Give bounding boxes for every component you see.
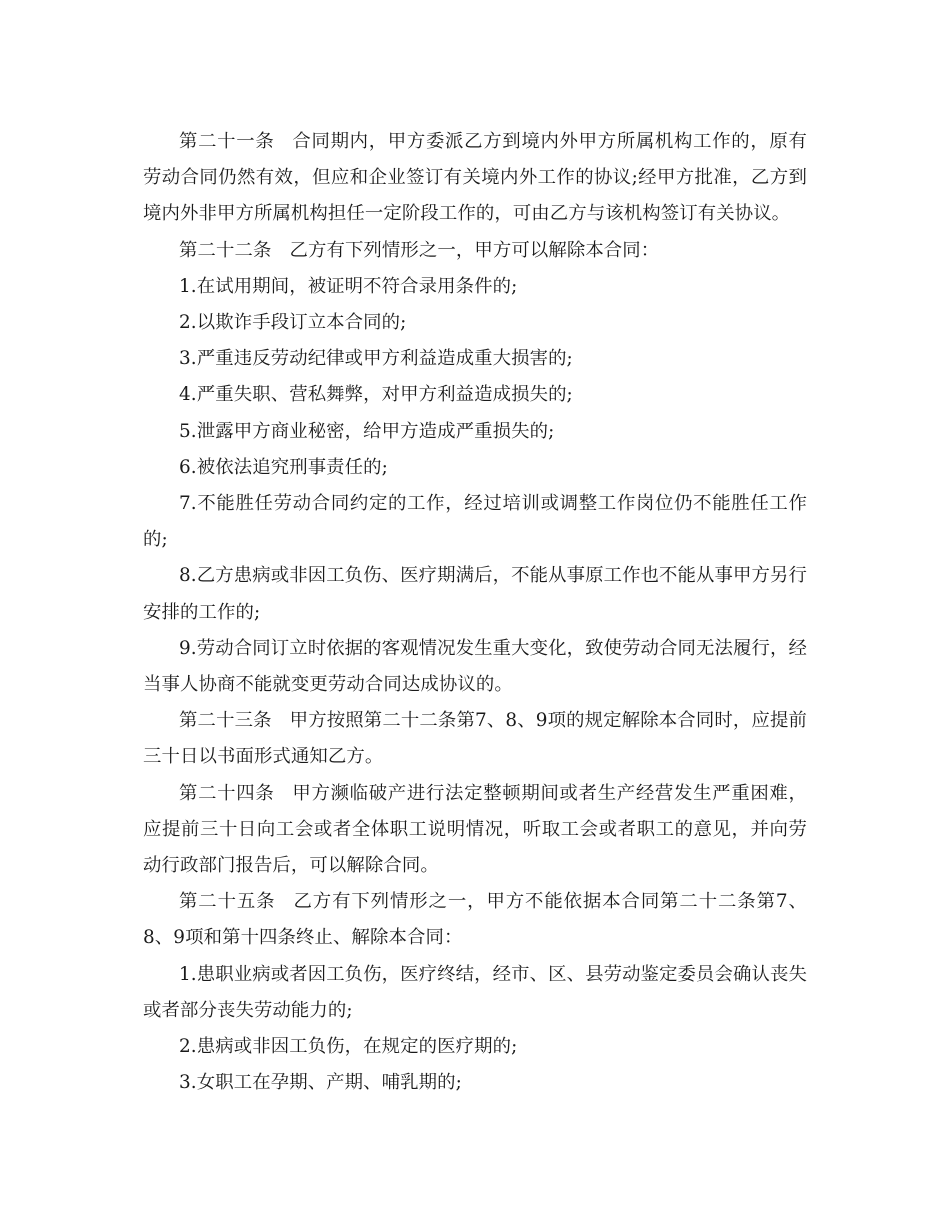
list-item-text: 4.严重失职、营私舞弊，对甲方利益造成损失的; — [179, 384, 573, 406]
document-page — [143, 124, 807, 1101]
list-item — [143, 377, 807, 413]
paragraph-article-25 — [143, 884, 807, 956]
list-item — [143, 1065, 807, 1101]
article-number: 第二十五条 — [179, 891, 276, 913]
list-item — [143, 414, 807, 450]
paragraph-article-22 — [143, 233, 807, 269]
list-item-text: 7.不能胜任劳动合同约定的工作，经过培训或调整工作岗位仍不能胜任工作的; — [143, 493, 807, 551]
paragraph-text: 乙方有下列情形之一，甲方可以解除本合同： — [289, 239, 660, 261]
list-item — [143, 558, 807, 630]
article-number: 第二十三条 — [179, 710, 272, 732]
list-item-text: 3.严重违反劳动纪律或甲方利益造成重大损害的; — [179, 348, 573, 370]
article-number: 第二十四条 — [179, 782, 275, 804]
list-item — [143, 957, 807, 1029]
paragraph-text: 合同期内，甲方委派乙方到境内外甲方所属机构工作的，原有劳动合同仍然有效，但应和企业签订有关境内外工作的协议;经甲方批准，乙方到境内外非甲方所属机构担任一定阶段工作的，可由乙方与该机构签订有关协议。 — [143, 131, 807, 225]
list-item — [143, 305, 807, 341]
list-item-text: 9.劳动合同订立时依据的客观情况发生重大变化，致使劳动合同无法履行，经当事人协商不能就变更劳动合同达成协议的。 — [143, 637, 807, 696]
paragraph-article-23 — [143, 703, 807, 775]
list-item — [143, 450, 807, 486]
paragraph-text: 乙方有下列情形之一，甲方不能依据本合同第二十二条第7、8、9项和第十四条终止、解除本合同： — [143, 891, 807, 949]
list-item-text: 1.在试用期间，被证明不符合录用条件的; — [179, 275, 518, 297]
list-item-text: 2.以欺诈手段订立本合同的; — [179, 312, 407, 334]
list-item — [143, 269, 807, 305]
list-item-text: 8.乙方患病或非因工负伤、医疗期满后，不能从事原工作也不能从事甲方另行安排的工作的; — [143, 565, 807, 623]
list-item-text: 1.患职业病或者因工负伤，医疗终结，经市、区、县劳动鉴定委员会确认丧失或者部分丧失劳动能力的; — [143, 963, 807, 1021]
list-item-text: 5.泄露甲方商业秘密，给甲方造成严重损失的; — [179, 420, 555, 442]
paragraph-text: 甲方濒临破产进行法定整顿期间或者生产经营发生严重困难，应提前三十日向工会或者全体职工说明情况，听取工会或者职工的意见，并向劳动行政部门报告后，可以解除合同。 — [143, 782, 807, 877]
article-number: 第二十二条 — [179, 239, 272, 261]
list-item — [143, 341, 807, 377]
list-item — [143, 631, 807, 703]
article-number: 第二十一条 — [179, 131, 275, 152]
list-item — [143, 1029, 807, 1065]
paragraph-text: 甲方按照第二十二条第7、8、9项的规定解除本合同时，应提前三十日以书面形式通知乙方。 — [143, 710, 807, 768]
paragraph-article-21 — [143, 124, 807, 233]
list-item-text: 2.患病或非因工负伤，在规定的医疗期的; — [179, 1036, 518, 1058]
list-item-text: 6.被依法追究刑事责任的; — [179, 456, 388, 478]
list-item — [143, 486, 807, 558]
paragraph-article-24 — [143, 776, 807, 885]
list-item-text: 3.女职工在孕期、产期、哺乳期的; — [179, 1072, 462, 1094]
